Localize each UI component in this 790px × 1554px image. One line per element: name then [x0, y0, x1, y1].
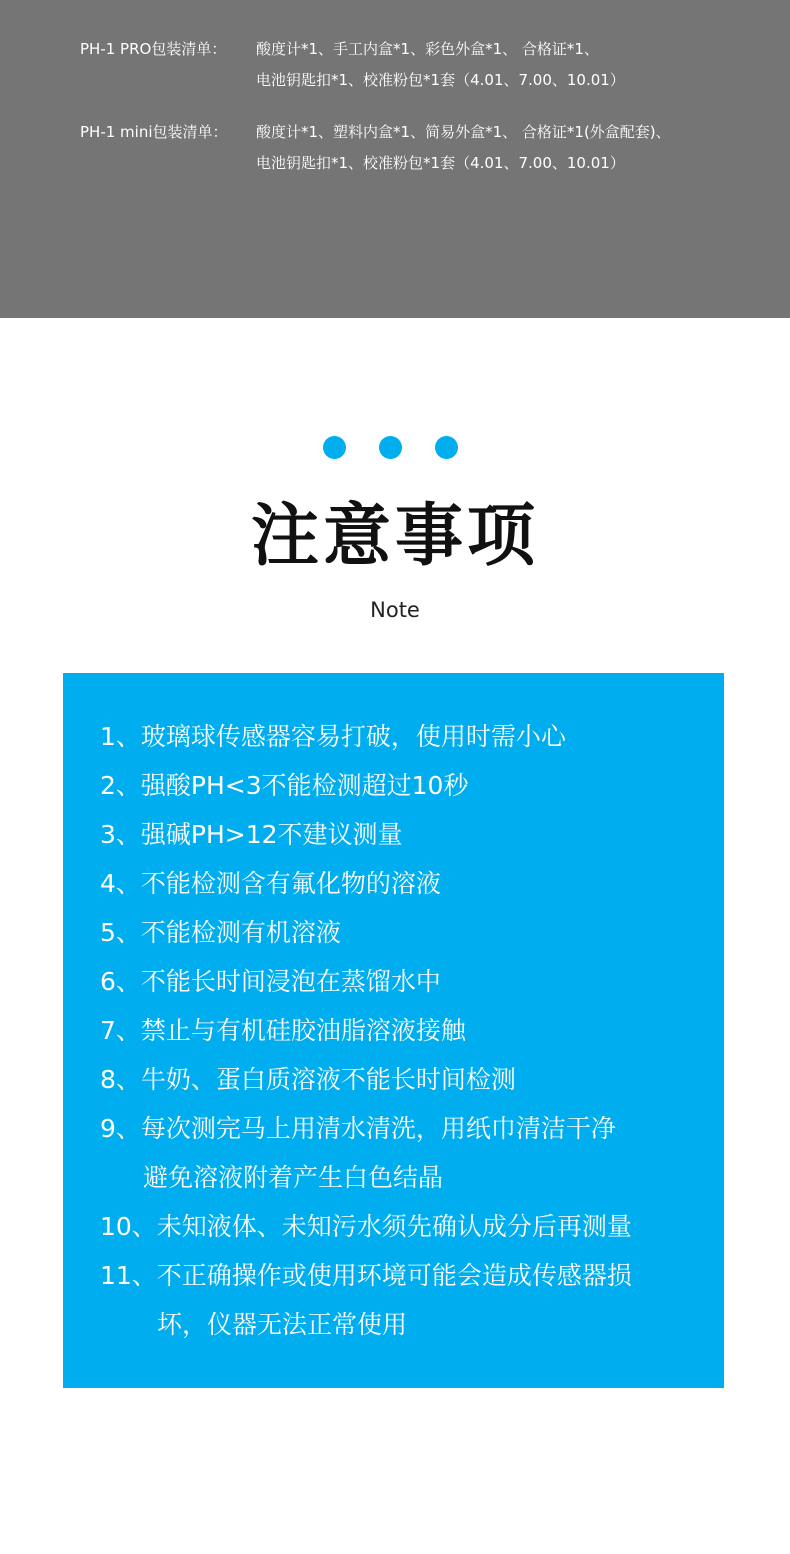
note-item-1: 1、玻璃球传感器容易打破，使用时需小心 — [100, 722, 566, 751]
note-item-11: 11、不正确操作或使用环境可能会造成传感器损 — [100, 1261, 632, 1290]
note-item-6: 6、不能长时间浸泡在蒸馏水中 — [100, 967, 441, 996]
note-item-3: 3、强碱PH>12不建议测量 — [100, 820, 403, 849]
packing-list-pro-label: PH-1 PRO包装清单： — [80, 40, 227, 58]
dot-icon — [435, 436, 458, 459]
note-item-11-continued: 坏，仪器无法正常使用 — [157, 1310, 408, 1339]
note-item-4: 4、不能检测含有氟化物的溶液 — [100, 869, 441, 898]
section-title: 注意事项 — [250, 497, 539, 576]
packing-list-pro-line2: 电池钥匙扣*1、校准粉包*1套（4.01、7.00、10.01） — [256, 71, 625, 89]
note-item-5: 5、不能检测有机溶液 — [100, 918, 341, 947]
note-item-9-continued: 避免溶液附着产生白色结晶 — [143, 1163, 444, 1192]
dot-icon — [379, 436, 402, 459]
notes-list — [100, 715, 700, 1352]
packing-list-mini-label: PH-1 mini包装清单： — [80, 123, 228, 141]
packing-list-band — [0, 0, 790, 318]
note-item-10: 10、未知液体、未知污水须先确认成分后再测量 — [100, 1212, 632, 1241]
note-item-7: 7、禁止与有机硅胶油脂溶液接触 — [100, 1016, 466, 1045]
packing-list-pro-line1: 酸度计*1、手工内盒*1、彩色外盒*1、 合格证*1、 — [256, 40, 599, 58]
dot-icon — [323, 436, 346, 459]
note-item-9: 9、每次测完马上用清水清洗，用纸巾清洁干净 — [100, 1114, 616, 1143]
section-subtitle: Note — [370, 598, 420, 622]
notes-panel — [63, 673, 724, 1388]
packing-list-mini-line1: 酸度计*1、塑料内盒*1、简易外盒*1、 合格证*1(外盒配套)、 — [256, 123, 671, 141]
note-item-2: 2、强酸PH<3不能检测超过10秒 — [100, 771, 469, 800]
note-item-8: 8、牛奶、蛋白质溶液不能长时间检测 — [100, 1065, 516, 1094]
packing-list-mini-line2: 电池钥匙扣*1、校准粉包*1套（4.01、7.00、10.01） — [256, 154, 625, 172]
decorative-dots — [0, 436, 790, 460]
